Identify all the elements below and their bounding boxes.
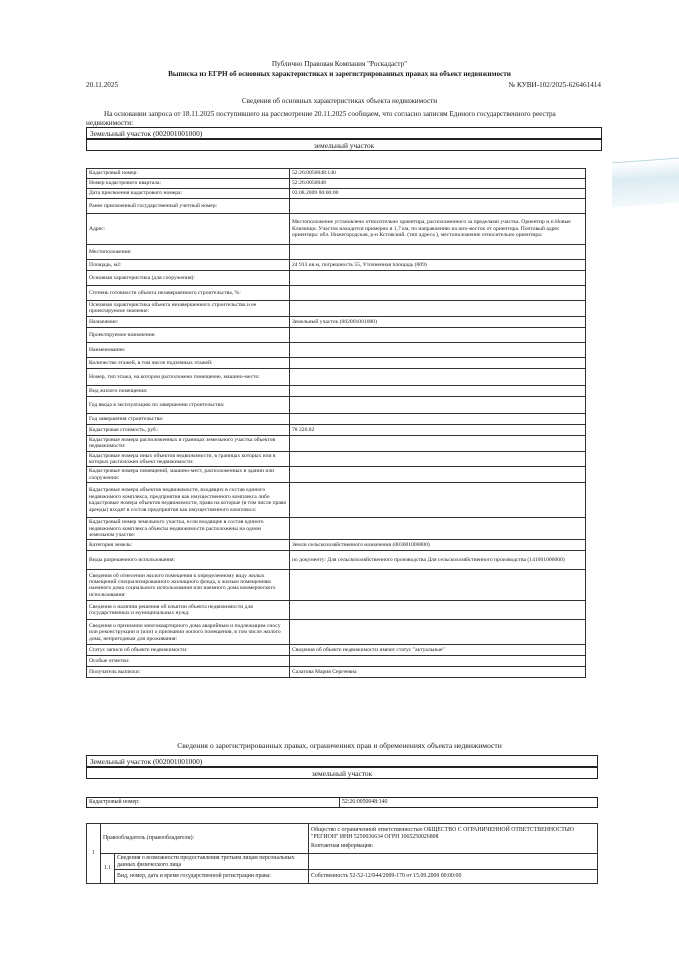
- object-type-box: [86, 139, 602, 151]
- right-sub-number: 1.1: [101, 854, 115, 884]
- property-label: Кадастровые номера иных объектов недвижимости, в границах которых или в которых расположен объект недвижимости:: [87, 451, 290, 467]
- properties-table: [86, 168, 586, 678]
- property-value: [290, 385, 586, 396]
- property-row: [87, 342, 586, 357]
- property-label: Проектируемое назначение:: [87, 327, 290, 342]
- property-value: Земельный участок (002001001000): [290, 316, 586, 327]
- object-name-2: Земельный участок (002001001000): [90, 757, 203, 766]
- property-label: Кадастровые номера объектов недвижимости, входящих в состав единого недвижимого комплекса, предприятия как имущественного комплекса либо кадастровые номера объектов недвижимости, права на которые (в том числе право аренды) входят в состав предприятия как имущественного комплекса:: [87, 483, 290, 518]
- section2-heading: Сведения о зарегистрированных правах, ограничениях прав и обременениях объекта недвижимости: [177, 741, 502, 750]
- property-value: 52:26:0050048:140: [290, 169, 586, 179]
- property-value: [290, 199, 586, 214]
- property-label: Кадастровая стоимость, руб.:: [87, 424, 290, 435]
- property-row: [87, 540, 586, 551]
- registration-value: Собственность 52-52-12/044/2009-170 от 15.09.2009 00:00:00: [309, 870, 598, 884]
- property-row: [87, 667, 586, 678]
- property-value: [290, 368, 586, 385]
- property-row: [87, 179, 586, 189]
- property-row: [87, 245, 586, 260]
- property-value: [290, 271, 586, 286]
- property-label: Год ввода в эксплуатацию по завершении строительства:: [87, 396, 290, 413]
- property-value: 03.08.2009 00:00:00: [290, 189, 586, 199]
- property-label: Ранее присвоенный государственный учетный номер:: [87, 199, 290, 214]
- property-row: [87, 199, 586, 214]
- property-label: Основная характеристика объекта незавершенного строительства и ее проектируемое значение:: [87, 301, 290, 317]
- divider: [339, 798, 340, 807]
- scan-artifact: [612, 158, 679, 208]
- property-value: [290, 286, 586, 301]
- property-row: [87, 385, 586, 396]
- property-label: Виды разрешенного использования:: [87, 551, 290, 570]
- object-type-2: земельный участок: [311, 769, 373, 778]
- property-label: Кадастровый номер земельного участка, если входящие в состав единого недвижимого комплекса объекты недвижимости расположены на одном земельном участке:: [87, 518, 290, 540]
- property-row: [87, 601, 586, 620]
- request-intro: На основании запроса от 18.11.2025 поступившего на рассмотрение 20.11.2025 сообщаем, что согласно записям Единого государственного реестра недвижимости:: [86, 110, 556, 127]
- property-label: Адрес:: [87, 214, 290, 245]
- document-number: № КУВИ-102/2025-626461414: [508, 81, 601, 89]
- property-value: [290, 342, 586, 357]
- property-label: Назначение:: [87, 316, 290, 327]
- property-row: [87, 169, 586, 179]
- property-row: [87, 645, 586, 656]
- property-row: [87, 301, 586, 317]
- property-row: [87, 551, 586, 570]
- property-value: Сведения об объекте недвижимости имеют статус "актуальные": [290, 645, 586, 656]
- property-label: Номер кадастрового квартала:: [87, 179, 290, 189]
- info-label: Сведения о возможности предоставления третьим лицам персональных данных физического лица: [115, 854, 309, 870]
- property-label: Степень готовности объекта незавершенного строительства, %:: [87, 286, 290, 301]
- cadastral-label: Кадастровый номер:: [89, 799, 140, 805]
- property-value: [290, 245, 586, 260]
- property-value: [290, 656, 586, 667]
- property-label: Дата присвоения кадастрового номера:: [87, 189, 290, 199]
- property-label: Сведения о признании многоквартирного дома аварийным и подлежащим сносу или реконструкции и (или) о признании жилого помещения, в том числе жилого дома, непригодным для проживания:: [87, 620, 290, 645]
- property-row: [87, 451, 586, 467]
- property-value: [290, 483, 586, 518]
- property-row: [87, 260, 586, 271]
- property-label: Наименование:: [87, 342, 290, 357]
- org-name: Публично Правовая Компания "Роскадастр": [271, 60, 408, 68]
- property-label: Кадастровый номер:: [87, 169, 290, 179]
- property-row: [87, 271, 586, 286]
- cadastral-row: [86, 797, 598, 808]
- info-value: [309, 854, 598, 870]
- property-label: Сведения об отнесении жилого помещения к определенному виду жилых помещений специализированного жилищного фонда, к жилым помещениям наемного дома социального использования или наемного дома коммерческого использования:: [87, 570, 290, 601]
- property-value: [290, 413, 586, 424]
- property-row: [87, 316, 586, 327]
- property-row: [87, 435, 586, 451]
- object-name-box: [86, 127, 602, 139]
- property-label: Год завершения строительства:: [87, 413, 290, 424]
- document-title: Выписка из ЕГРН об основных характеристиках и зарегистрированных правах на объект недвижимости: [168, 70, 511, 78]
- property-label: Кадастровые номера помещений, машино-мест, расположенных в здании или сооружении:: [87, 467, 290, 483]
- property-label: Местоположение:: [87, 245, 290, 260]
- property-row: [87, 396, 586, 413]
- property-value: [290, 601, 586, 620]
- property-row: [87, 189, 586, 199]
- property-row: [87, 214, 586, 245]
- property-row: [87, 413, 586, 424]
- property-row: [87, 518, 586, 540]
- property-label: Особые отметки:: [87, 656, 290, 667]
- document-date: 20.11.2025: [86, 81, 119, 89]
- property-label: Номер, тип этажа, на котором расположено помещение, машино-место:: [87, 368, 290, 385]
- property-row: [87, 424, 586, 435]
- property-label: Получатель выписки:: [87, 667, 290, 678]
- property-value: 52:26:0050048: [290, 179, 586, 189]
- property-value: [290, 451, 586, 467]
- right-row-number: 1: [87, 824, 101, 884]
- object-name: Земельный участок (002001001000): [90, 129, 203, 138]
- property-row: [87, 357, 586, 368]
- property-label: Вид жилого помещения:: [87, 385, 290, 396]
- property-value: Местоположение установлено относительно ориентира, расположенного за пределами участка. Ориентир н.п.Новые Ключищи. Участок находится примерно в 1,7 км, по направлению на юго-восток от ориентира. Почтовый адрес ориентира: обл. Нижегородская, р-н Кстовский. (тип адреса ), местоположение относительно ориентира:: [290, 214, 586, 245]
- rights-table: [86, 823, 598, 884]
- holder-label: Правообладатель (правообладатели):: [101, 824, 309, 854]
- holder-value: Общество с ограниченной ответственностью ОБЩЕСТВО С ОГРАНИЧЕННОЙ ОТВЕТСТВЕННОСТЬЮ "РЕГИОН" ИНН 5250036634 ОГРН 1065250026808: [311, 827, 575, 840]
- property-label: Основная характеристика (для сооружения):: [87, 271, 290, 286]
- property-label: Площадь, м2:: [87, 260, 290, 271]
- property-row: [87, 368, 586, 385]
- property-value: [290, 301, 586, 317]
- property-row: [87, 467, 586, 483]
- property-value: [290, 570, 586, 601]
- property-value: [290, 327, 586, 342]
- property-value: [290, 357, 586, 368]
- property-value: [290, 620, 586, 645]
- property-value: Земли сельскохозяйственного назначения (003001000000): [290, 540, 586, 551]
- property-value: [290, 467, 586, 483]
- property-row: [87, 327, 586, 342]
- property-label: Сведения о наличии решения об изъятии объекта недвижимости для государственных и муниципальных нужд:: [87, 601, 290, 620]
- property-value: 24 913 кв.м, погрешность 55, Уточненная площадь (009): [290, 260, 586, 271]
- property-label: Категория земель:: [87, 540, 290, 551]
- object-type-box-2: [86, 767, 598, 779]
- property-label: Количество этажей, в том числе подземных этажей:: [87, 357, 290, 368]
- registration-label: Вид, номер, дата и время государственной регистрации права:: [115, 870, 309, 884]
- property-row: [87, 620, 586, 645]
- object-type: земельный участок: [313, 141, 375, 150]
- object-name-box-2: [86, 755, 598, 767]
- property-label: Кадастровые номера расположенных в границах земельного участка объектов недвижимости:: [87, 435, 290, 451]
- property-value: 78 226.82: [290, 424, 586, 435]
- property-label: Статус записи об объекте недвижимости:: [87, 645, 290, 656]
- holder-value-cell: [309, 824, 598, 854]
- cadastral-value: 52:26:0050048:140: [342, 799, 388, 805]
- property-value: Салатова Мария Сергеевна: [290, 667, 586, 678]
- property-row: [87, 483, 586, 518]
- section1-heading: Сведения об основных характеристиках объекта недвижимости: [241, 97, 438, 105]
- property-value: [290, 396, 586, 413]
- property-row: [87, 570, 586, 601]
- property-row: [87, 286, 586, 301]
- property-value: [290, 518, 586, 540]
- property-value: [290, 435, 586, 451]
- property-value: по документу: Для сельскохозяйственного производства Для сельскохозяйственного производства (141001000000): [290, 551, 586, 570]
- property-row: [87, 656, 586, 667]
- contact-label: Контактная информация:: [311, 843, 374, 850]
